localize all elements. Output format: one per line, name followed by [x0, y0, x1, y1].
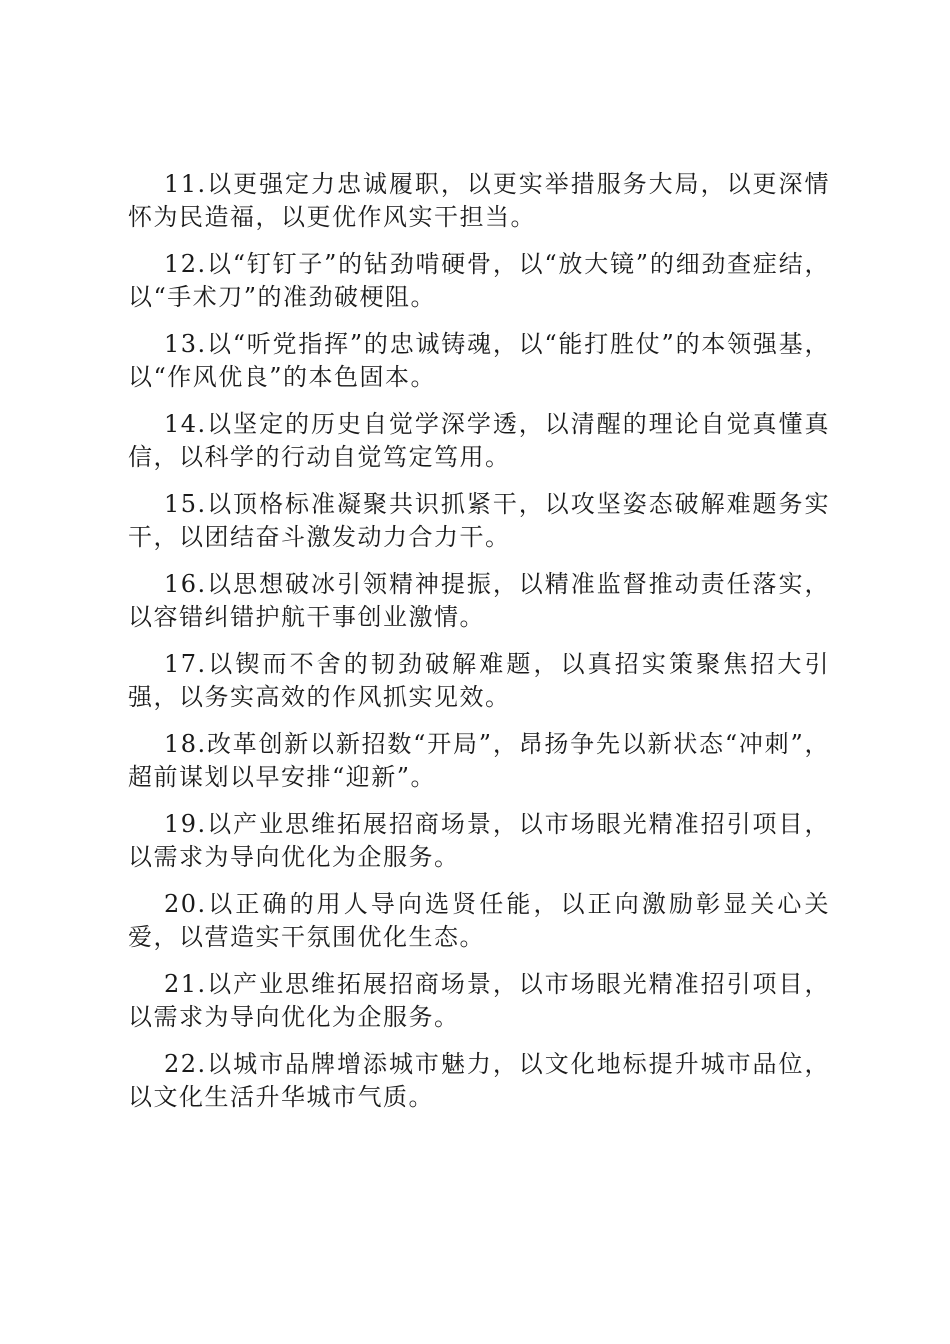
- paragraph-12: 12.以“钉钉子”的钻劲啃硬骨，以“放大镜”的细劲查症结，以“手术刀”的准劲破梗阻。: [128, 250, 830, 311]
- paragraph-21: 21.以产业思维拓展招商场景，以市场眼光精准招引项目，以需求为导向优化为企服务。: [128, 970, 830, 1031]
- paragraph-17: 17.以锲而不舍的韧劲破解难题，以真招实策聚焦招大引强，以务实高效的作风抓实见效。: [128, 650, 830, 711]
- paragraph-19: 19.以产业思维拓展招商场景，以市场眼光精准招引项目，以需求为导向优化为企服务。: [128, 810, 830, 871]
- paragraph-13: 13.以“听党指挥”的忠诚铸魂，以“能打胜仗”的本领强基，以“作风优良”的本色固本。: [128, 330, 830, 391]
- paragraph-15: 15.以顶格标准凝聚共识抓紧干，以攻坚姿态破解难题务实干，以团结奋斗激发动力合力干。: [128, 490, 830, 551]
- document-body: [128, 168, 830, 1128]
- paragraph-18: 18.改革创新以新招数“开局”，昂扬争先以新状态“冲刺”，超前谋划以早安排“迎新”。: [128, 730, 830, 791]
- paragraph-14: 14.以坚定的历史自觉学深学透，以清醒的理论自觉真懂真信，以科学的行动自觉笃定笃用。: [128, 410, 830, 471]
- paragraph-11: 11.以更强定力忠诚履职，以更实举措服务大局，以更深情怀为民造福，以更优作风实干担当。: [128, 170, 830, 231]
- paragraph-16: 16.以思想破冰引领精神提振，以精准监督推动责任落实，以容错纠错护航干事创业激情。: [128, 570, 830, 631]
- paragraph-20: 20.以正确的用人导向选贤任能，以正向激励彰显关心关爱，以营造实干氛围优化生态。: [128, 890, 830, 951]
- paragraph-22: 22.以城市品牌增添城市魅力，以文化地标提升城市品位，以文化生活升华城市气质。: [128, 1050, 830, 1111]
